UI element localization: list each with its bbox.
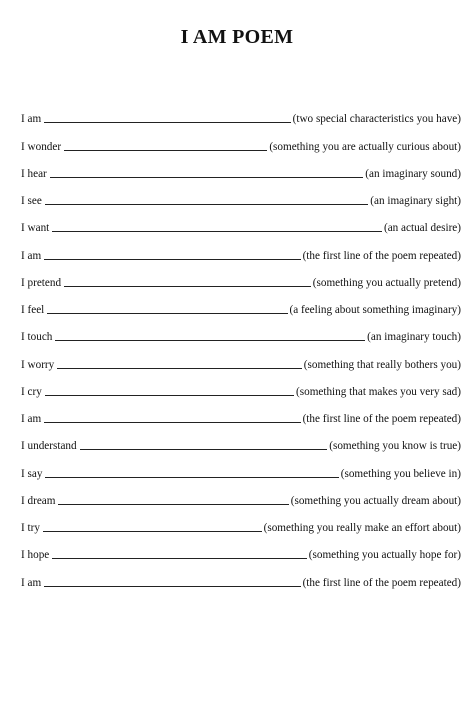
line-lead: I cry xyxy=(21,385,42,398)
line-lead: I touch xyxy=(21,331,53,344)
poem-line-1 xyxy=(21,98,461,125)
line-lead: I wonder xyxy=(21,140,62,153)
fill-in-blank xyxy=(47,313,287,314)
line-lead: I am xyxy=(21,113,42,126)
fill-in-blank xyxy=(44,122,290,123)
line-hint: (something you actually dream about) xyxy=(290,494,461,507)
fill-in-blank xyxy=(44,259,300,260)
line-lead: I am xyxy=(21,413,42,425)
line-lead: I hear xyxy=(21,167,47,180)
poem-line-18 xyxy=(21,561,461,588)
poem-line-8 xyxy=(21,289,461,316)
fill-in-blank xyxy=(43,531,262,532)
line-hint: (an imaginary sight) xyxy=(370,195,461,207)
fill-in-blank xyxy=(52,558,306,559)
fill-in-blank xyxy=(55,340,365,341)
fill-in-blank xyxy=(45,204,368,205)
poem-line-12 xyxy=(21,398,461,425)
line-hint: (an imaginary touch) xyxy=(367,331,461,344)
line-hint: (two special characteristics you have) xyxy=(292,113,461,126)
poem-line-7 xyxy=(21,262,461,289)
poem-line-11 xyxy=(21,371,461,398)
line-hint: (something you believe in) xyxy=(340,467,461,480)
poem-line-3 xyxy=(21,153,461,180)
line-lead: I am xyxy=(21,576,42,589)
fill-in-blank xyxy=(64,286,311,287)
line-lead: I want xyxy=(21,222,50,235)
line-hint: (something you actually hope for) xyxy=(308,549,461,562)
fill-in-blank xyxy=(50,177,364,178)
poem-line-5 xyxy=(21,207,461,234)
poem-line-13 xyxy=(21,425,461,452)
poem-line-4 xyxy=(21,180,461,207)
line-hint: (something you know is true) xyxy=(329,440,461,453)
fill-in-blank xyxy=(58,504,288,505)
page-title: I AM POEM xyxy=(180,26,294,48)
fill-in-blank xyxy=(52,231,382,232)
line-lead: I feel xyxy=(21,304,45,316)
line-hint: (the first line of the poem repeated) xyxy=(302,249,461,262)
line-lead: I worry xyxy=(21,358,55,371)
fill-in-blank xyxy=(64,150,267,151)
poem-line-16 xyxy=(21,507,461,534)
poem-line-10 xyxy=(21,343,461,370)
line-lead: I dream xyxy=(21,494,56,507)
line-lead: I see xyxy=(21,195,42,207)
line-lead: I pretend xyxy=(21,276,62,289)
line-hint: (a feeling about something imaginary) xyxy=(289,304,461,316)
poem-line-2 xyxy=(21,125,461,152)
poem-line-17 xyxy=(21,534,461,561)
line-hint: (something that makes you very sad) xyxy=(296,385,461,398)
fill-in-blank xyxy=(45,395,294,396)
poem-line-9 xyxy=(21,316,461,343)
line-hint: (an imaginary sound) xyxy=(365,167,461,180)
fill-in-blank xyxy=(44,586,300,587)
line-lead: I understand xyxy=(21,440,77,453)
line-hint: (something you are actually curious about) xyxy=(269,140,461,153)
fill-in-blank xyxy=(44,422,300,423)
poem-line-6 xyxy=(21,234,461,261)
poem-lines xyxy=(21,98,461,589)
poem-line-15 xyxy=(21,480,461,507)
line-hint: (the first line of the poem repeated) xyxy=(302,413,461,425)
line-lead: I hope xyxy=(21,549,50,562)
line-hint: (something you really make an effort about) xyxy=(263,522,461,534)
line-hint: (the first line of the poem repeated) xyxy=(302,576,461,589)
line-lead: I try xyxy=(21,522,40,534)
fill-in-blank xyxy=(45,477,338,478)
fill-in-blank xyxy=(57,368,302,369)
line-lead: I say xyxy=(21,467,43,480)
line-hint: (an actual desire) xyxy=(383,222,461,235)
poem-line-14 xyxy=(21,452,461,479)
line-hint: (something you actually pretend) xyxy=(312,276,461,289)
line-lead: I am xyxy=(21,249,42,262)
line-hint: (something that really bothers you) xyxy=(303,358,461,371)
fill-in-blank xyxy=(80,449,328,450)
